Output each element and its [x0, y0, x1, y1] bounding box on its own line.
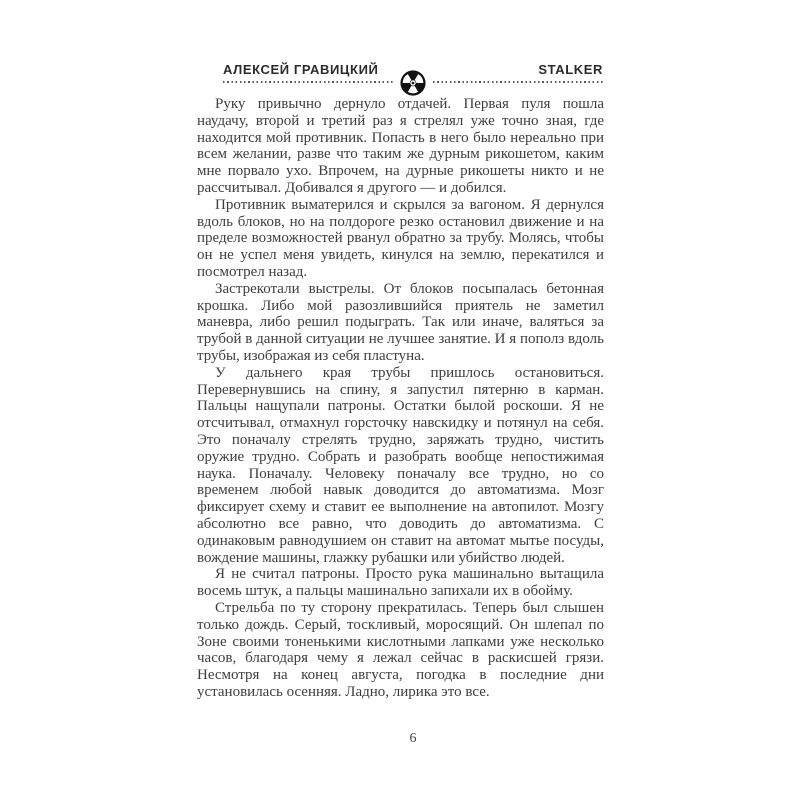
paragraph: У дальнего края трубы пришлось остановиться. Перевернувшись на спину, я запустил пятерню в карман. Пальцы нащупали патроны. Остатки былой роскоши. Я не отсчитывал, отмахнул горсточку навскидку и потянул на себя. Это поначалу стрелять трудно, заряжать трудно, чистить оружие трудно. Собрать и разобрать вообще непостижимая наука. Поначалу. Человеку поначалу все трудно, но со временем любой навык доводится до автоматизма. Мозг фиксирует схему и ставит ее выполнение на автопилот. Мозгу абсолютно все равно, что доводить до автоматизма. С одинаковым равнодушием он ставит на автомат мытье посуды, вождение машины, глажку рубашки или убийство людей. [197, 364, 604, 566]
radiation-icon [395, 70, 431, 96]
author-name: АЛЕКСЕЙ ГРАВИЦКИЙ [223, 62, 379, 77]
paragraph: Стрельба по ту сторону прекратилась. Теперь был слышен только дождь. Серый, тоскливый, моросящий. Он шлепал по Зоне своими тоненькими кислотными лапками уже несколько часов, благодаря чему я лежал сейчас в раскисшей грязи. Несмотря на конец августа, погодка в последние дни установилась осенняя. Ладно, лирика это все. [197, 599, 604, 700]
series-title: STALKER [538, 62, 603, 77]
paragraph: Застрекотали выстрелы. От блоков посыпалась бетонная крошка. Либо мой разозлившийся приятель не заметил маневра, либо решил подыграть. Так или иначе, валяться за трубой в данной ситуации не лучшее занятие. И я пополз вдоль трубы, изображая из себя пластуна. [197, 280, 604, 364]
paragraph: Я не считал патроны. Просто рука машинально вытащила восемь штук, а пальцы машинально запихали их в обойму. [197, 566, 604, 600]
header-dotted-rule [223, 81, 603, 84]
body-text [197, 96, 604, 701]
paragraph: Руку привычно дернуло отдачей. Первая пуля пошла наудачу, второй и третий раз я стрелял уже точно зная, где находится мой противник. Попасть в него было нереально при всем желании, разве что таким же дурным рикошетом, каким мне порвало ухо. Впрочем, на дурные рикошеты никто и не рассчитывал. Добивался я другого — и добился. [197, 96, 604, 196]
paragraph: Противник выматерился и скрылся за вагоном. Я дернулся вдоль блоков, но на полдороге резко остановил движение и на пределе возможностей рванул обратно за трубу. Молясь, чтобы он не успел меня увидеть, кинулся на землю, перекатился и посмотрел назад. [197, 196, 604, 280]
page-number: 6 [409, 731, 417, 746]
running-header [223, 62, 603, 84]
